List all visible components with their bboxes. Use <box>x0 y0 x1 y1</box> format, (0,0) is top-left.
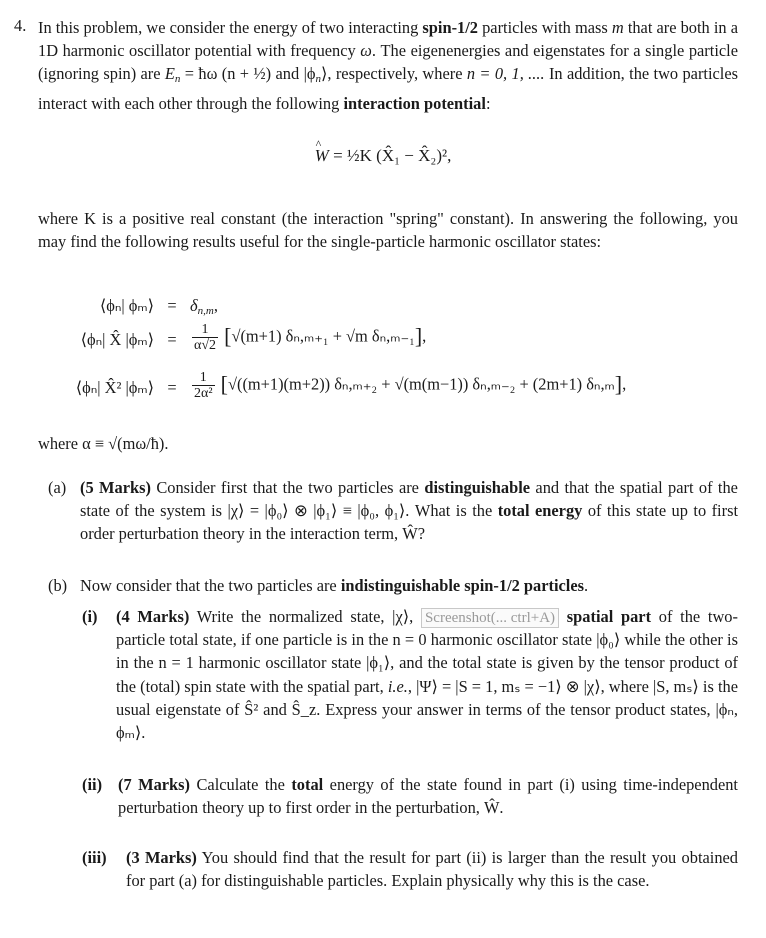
screenshot-tooltip[interactable]: Screenshot(... ctrl+A) <box>421 608 559 628</box>
intro-paragraph: In this problem, we consider the energy of two interacting spin-1/2 particles with mass m that are both in a 1D harmonic oscillator potential with frequency ω. The eigenenergies and eigenstates for a single particle (ignoring spin) are $E_n$ = ħω (n + ½) and $|\phi_n⟩$, respectively, where n = 0, 1, .... In addition, the two particles interact with each other through the following interaction potential: <box>38 18 738 113</box>
interaction-equation: ^ W = ½K (X̂₁ − X̂₂)², <box>0 146 766 166</box>
part-b-i-label: (i) <box>82 607 98 626</box>
problem-number: 4. <box>14 16 27 35</box>
part-b-label: (b) <box>48 576 68 595</box>
part-b-iii-label: (iii) <box>82 848 107 867</box>
part-a-text: (5 Marks) Consider first that the two particles are distinguishable and that the spatial part of the state of the system is |χ⟩ = |ϕ₀⟩ ⊗ |ϕ₁⟩ ≡ |ϕ₀, ϕ₁⟩. What is the total energy of this state up to first order perturbation theory in the interaction term, Ŵ? <box>80 478 739 544</box>
problem-page: 4. In this problem, we consider the energy of two interacting spin-1/2 particles with mass m that are both in a 1D harmonic oscillator potential with frequency ω. The eigenenergies and eigenstates for a single particle (ignoring spin) are $E_n$ = ħω (n + ½) and $|\phi_n⟩$, respectively, where n = 0, 1, .... In addition, the two particles interact with each other through the following interaction potential: ^ W = ½K (X̂₁ − X̂₂)², where K is a positive real constant (the interaction "spring" constant). In answering the following, you may find the following results useful for the single-particle harmonic oscillator states: ⟨ϕₙ| ϕₘ⟩ = $\delta_{n,m}$, ⟨ϕₙ| X̂ |ϕₘ⟩ = $\frac{1}{\alpha√2}$ [√(m+1) δₙ,ₘ₊₁ + √m δₙ,ₘ₋₁], ⟨ϕₙ| X̂² |ϕₘ⟩ = $\frac{1}{\text{2α²}}$ [√((m+1)(m+2)) δₙ,ₘ₊₂ + √(m(m−1)) δₙ,ₘ₋₂ + (2m+1) δₙ,ₘ], where α ≡ √(mω/ħ). (a) (5 Marks) Consider first that the two particles are distinguishable and that the spatial part of the state of the system is |χ⟩ = |ϕ₀⟩ ⊗ |ϕ₁⟩ ≡ |ϕ₀, ϕ₁⟩. What is the total energy of this state up to first order perturbation theory in the interaction term, Ŵ? (b) Now consider that the two particles are indistinguishable spin-1/2 particles. (i) (4 Marks) Write the normalized state, |χ⟩, Screenshot(... ctrl+A) spatial part of the two-particle total state, if one particle is in the n = 0 harmonic oscillator state |ϕ₀⟩ while the other is in the n = 1 harmonic oscillator state |ϕ₁⟩, and the total state is given by the tensor product of the (total) spin state with the spatial part, i.e., |Ψ⟩ = |S = 1, mₛ = −1⟩ ⊗ |χ⟩, where |S, mₛ⟩ is the usual eigenstate of Ŝ² and Ŝ_z. Express your answer in terms of the tensor product states, |ϕₙ, ϕₘ⟩. (ii) (7 Marks) Calculate the total energy of the state found in part (i) using time-independent perturbation theory up to first order in the perturbation, Ŵ. (iii) (3 Marks) You should find that the result for part (ii) is larger than the result you obtained for part (a) for distinguishable particles. Explain physically why this is the case. <box>0 0 766 938</box>
part-b-ii-label: (ii) <box>82 775 103 794</box>
alpha-definition: where α ≡ √(mω/ħ). <box>38 434 169 453</box>
part-b-text: Now consider that the two particles are indistinguishable spin-1/2 particles. <box>80 576 589 595</box>
part-b-i-text: (4 Marks) Write the normalized state, |χ⟩, Screenshot(... ctrl+A) spatial part of the two-particle total state, if one particle is in the n = 0 harmonic oscillator state |ϕ₀⟩ while the other is in the n = 1 harmonic oscillator state |ϕ₁⟩, and the total state is given by the tensor product of the (total) spin state with the spatial part, i.e., |Ψ⟩ = |S = 1, mₛ = −1⟩ ⊗ |χ⟩, where |S, mₛ⟩ is the usual eigenstate of Ŝ² and Ŝ_z. Express your answer in terms of the tensor product states, |ϕₙ, ϕₘ⟩. <box>116 607 738 743</box>
part-b-ii-text: (7 Marks) Calculate the total energy of the state found in part (i) using time-independent perturbation theory up to first order in the perturbation, Ŵ. <box>118 775 738 818</box>
part-a-label: (a) <box>48 478 67 497</box>
hint-paragraph: where K is a positive real constant (the interaction "spring" constant). In answering the following, you may find the following results useful for the single-particle harmonic oscillator states: <box>38 209 738 252</box>
part-b-iii-text: (3 Marks) You should find that the result for part (ii) is larger than the result you obtained for part (a) for distinguishable particles. Explain physically why this is the case. <box>126 848 738 891</box>
